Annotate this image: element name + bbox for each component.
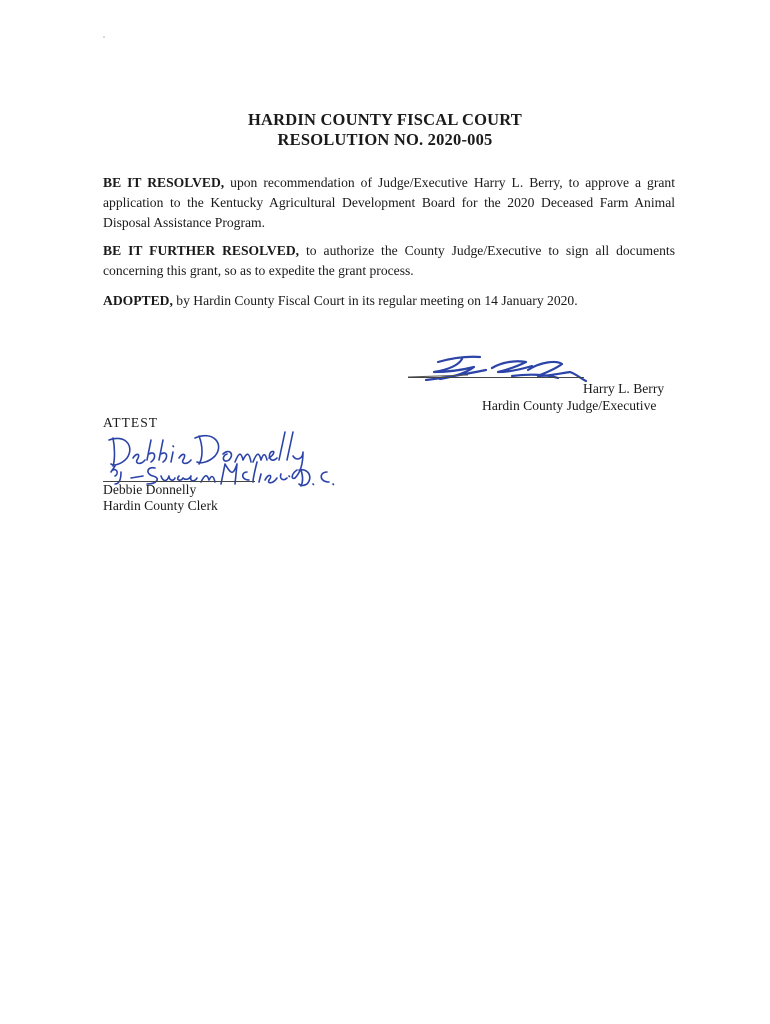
scan-artifact [103,36,105,38]
paragraph-lead: BE IT RESOLVED, [103,175,225,190]
court-name-heading: HARDIN COUNTY FISCAL COURT [248,110,522,129]
further-resolved-paragraph [103,241,675,281]
paragraph-text: to authorize the County Judge/Executive to sign all documents concerning this grant, so as to expedite the grant process. [103,243,675,278]
judge-title: Hardin County Judge/Executive [482,398,657,413]
attest-label: ATTEST [103,415,159,430]
judge-signature-line [408,377,584,378]
paragraph-lead: ADOPTED, [103,293,173,308]
clerk-handwritten-signature [103,410,353,492]
paragraph-text: by Hardin County Fiscal Court in its regular meeting on 14 January 2020. [172,293,578,308]
resolution-paragraph [103,173,675,233]
adopted-paragraph [103,291,675,311]
paragraph-lead: BE IT FURTHER RESOLVED, [103,243,300,258]
clerk-title: Hardin County Clerk [103,498,218,513]
judge-name: Harry L. Berry [583,381,665,396]
paragraph-text: upon recommendation of Judge/Executive Harry L. Berry, to approve a grant application to the Kentucky Agricultural Development Board for the 2020 Deceased Farm Animal Disposal Assistance Program. [103,175,675,230]
clerk-name: Debbie Donnelly [103,482,197,497]
resolution-number-heading: RESOLUTION NO. 2020-005 [277,130,493,149]
